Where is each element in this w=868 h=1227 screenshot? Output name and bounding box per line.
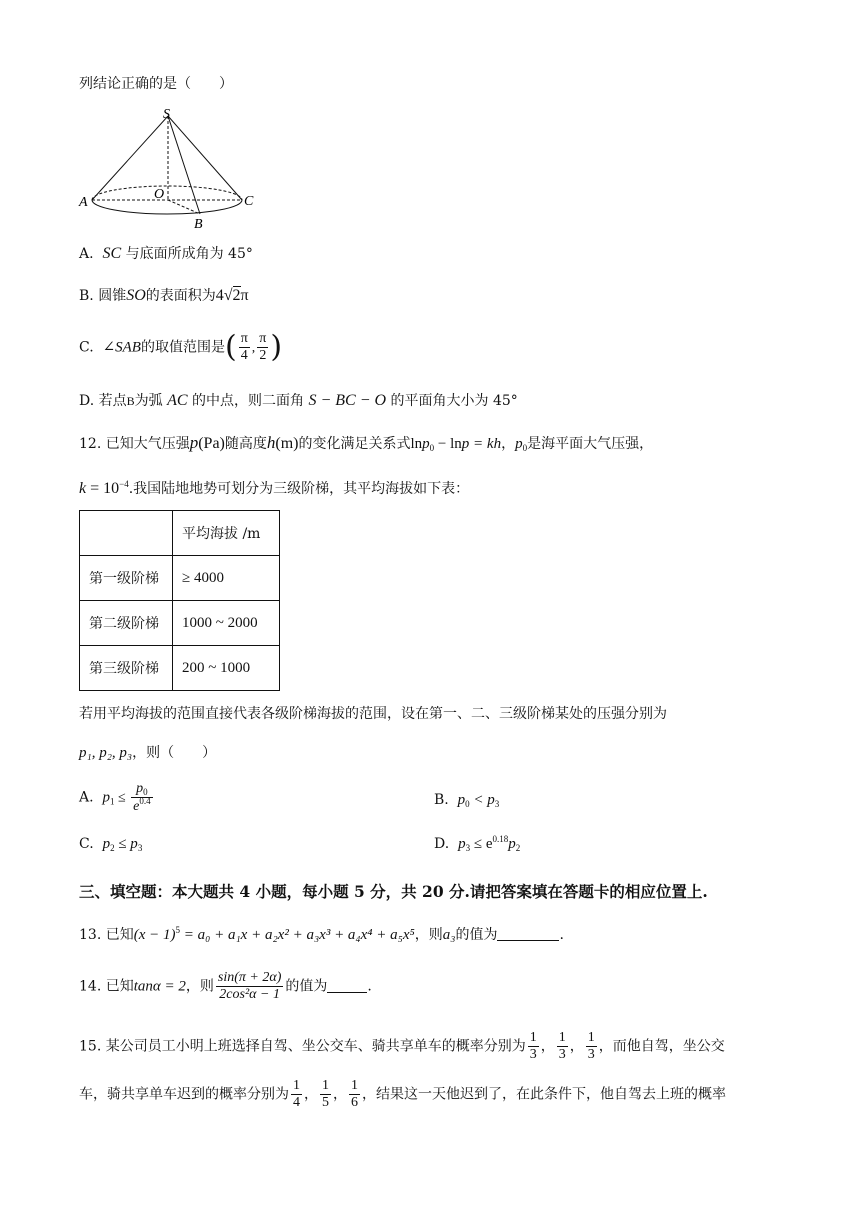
table-cell: 1000 ~ 2000 [173, 601, 280, 646]
frac-pi-2: $\frac{\pi}{2}$ [259, 331, 267, 363]
answer-blank[interactable] [327, 978, 367, 993]
sqrt-sign: √ [223, 287, 233, 304]
frac-one-fifth: $\frac{1}{5}$ [322, 1078, 329, 1110]
q15-line1: 15. 某公司员工小明上班选择自驾、坐公交车、骑共享单车的概率分别为 $\frac{1}{3}$ ， $\frac{1}{3}$ ， $\frac{1}{3}$ ，而他自驾，坐公交 [79, 1030, 725, 1062]
table-cell: 200 ~ 1000 [173, 646, 280, 691]
q12-option-c[interactable]: C. $p_2 \le p_3$ [79, 836, 143, 853]
option-text: 圆锥 [98, 288, 127, 304]
q14: 14. 已知tanα = 2，则 $\frac{\sin(\pi + 2\alpha)}{\text{2cos²α − 1}}$ 的值为 . [79, 970, 372, 1002]
frac-one-third: $\frac{1}{3}$ [529, 1030, 537, 1062]
q12-option-d[interactable]: D. $p_3 \le e^{0.18}p_2$ [434, 834, 521, 853]
math-pi: π [240, 287, 249, 304]
label-c: C [244, 194, 254, 209]
cone-figure [76, 104, 266, 230]
question-number: 13. [79, 927, 102, 943]
option-label: A. [79, 789, 94, 806]
q11-option-a[interactable] [79, 244, 253, 264]
base-back-arc [92, 186, 242, 200]
frac-one-sixth: $\frac{1}{6}$ [351, 1078, 358, 1110]
option-label: C. [79, 836, 94, 852]
table-row [80, 601, 280, 646]
frac-one-third: $\frac{1}{3}$ [558, 1030, 566, 1062]
q12-option-a[interactable]: A. $p_1$ ≤ $\frac{p_0}{e^{0.4}}$ [79, 781, 151, 814]
math-radicand: 2 [232, 287, 241, 304]
q11-option-b[interactable] [79, 286, 249, 306]
option-label: C. [79, 339, 94, 356]
option-text: 的表面积为 [145, 288, 216, 304]
q11-option-c[interactable]: C. ∠SAB的取值范围是( $\frac{\pi}{4}$ , $\frac{\pi}{2}$ ) [79, 329, 283, 365]
question-number: 12. [79, 436, 102, 452]
q12-line2: $k = 10^{-4}$.我国陆地地势可划分为三级阶梯，其平均海拔如下表： [79, 479, 470, 497]
table-cell: 第二级阶梯 [80, 601, 173, 646]
table-header-row [80, 511, 280, 556]
label-a: A [79, 195, 88, 210]
q12-line1: 12. 已知大气压强p(Pa)随高度h(m)的变化满足关系式lnp$_0$ − lnp = kh，$p_0$是海平面大气压强， [79, 433, 654, 453]
option-text: 为弧 [134, 393, 163, 409]
table-cell: ≥ 4000 [173, 556, 280, 601]
option-text: 的平面角大小为 45° [390, 393, 518, 409]
option-label: B. [434, 792, 449, 808]
q13: 13. 已知$(x - 1)^5 = a_0 + a_1x + a_2x^2 + a_3x^3 + a_4x^4 + a_5x^5$，则a₃的值为 . [79, 925, 564, 943]
table-row [80, 556, 280, 601]
option-label: B. [79, 288, 94, 304]
math-dihedral: S − BC − O [308, 392, 387, 409]
math-b: B [126, 394, 135, 408]
edge-sc [168, 116, 242, 200]
base-front-arc [92, 200, 242, 214]
table-row [80, 646, 280, 691]
q12-option-b[interactable]: B. $p_0 < p_3$ [434, 792, 500, 809]
option-text: 与底面所成角为 45° [125, 246, 253, 262]
q11-option-d[interactable] [79, 391, 518, 411]
edge-sb [168, 116, 200, 214]
answer-blank[interactable] [497, 926, 559, 941]
frac-trig: $\frac{\sin(\pi + 2\alpha)}{\text{2cos²α − 1}}$ [217, 970, 282, 1002]
table-cell: 平均海拔 /m [173, 511, 280, 556]
frac-one-fourth: $\frac{1}{4}$ [293, 1078, 300, 1110]
q12-line3: 若用平均海拔的范围直接代表各级阶梯海拔的范围，设在第一、二、三级阶梯某处的压强分别为 [79, 706, 667, 722]
math-so: SO [126, 287, 146, 304]
option-text: 的取值范围是 [140, 339, 225, 356]
section-3-title: 三、填空题：本大题共 4 小题，每小题 5 分，共 20 分.请把答案填在答题卡的相应位置上. [79, 882, 708, 901]
frac-one-third: $\frac{1}{3}$ [587, 1030, 595, 1062]
table-cell [80, 511, 173, 556]
math-angle-sab: ∠SAB [102, 339, 141, 356]
option-label: A. [79, 246, 94, 262]
table-cell: 第三级阶梯 [80, 646, 173, 691]
question-number: 15. [79, 1038, 102, 1055]
q12-line4: p₁, p₂, p₃，则（ ） [79, 745, 217, 761]
math-sc: SC [102, 245, 122, 262]
label-o: O [154, 187, 165, 202]
paren-close: ) [270, 329, 283, 365]
radius-ob [168, 200, 200, 214]
label-b: B [194, 217, 203, 230]
table-cell: 第一级阶梯 [80, 556, 173, 601]
altitude-table [79, 510, 280, 691]
frac-pi-4: $\frac{\pi}{4}$ [240, 331, 248, 363]
math-four: 4 [215, 287, 224, 304]
paren-open: ( [224, 329, 237, 365]
math-ac: AC [167, 392, 188, 409]
option-label: D. [434, 836, 450, 852]
question-number: 14. [79, 978, 102, 995]
option-text: 若点 [98, 393, 127, 409]
q15-line2: 车，骑共享单车迟到的概率分别为 $\frac{1}{4}$ ， $\frac{1}{5}$ ， $\frac{1}{6}$ ，结果这一天他迟到了，在此条件下，他自驾去上班的概率 [79, 1078, 726, 1110]
label-s: S [163, 107, 170, 122]
q11-stem-tail: 列结论正确的是（ ） [79, 76, 233, 92]
option-label: D. [79, 393, 95, 409]
option-text: 的中点，则二面角 [192, 393, 305, 409]
frac-p0-e04: $\frac{p_0}{e^{0.4}}$ [133, 781, 151, 814]
